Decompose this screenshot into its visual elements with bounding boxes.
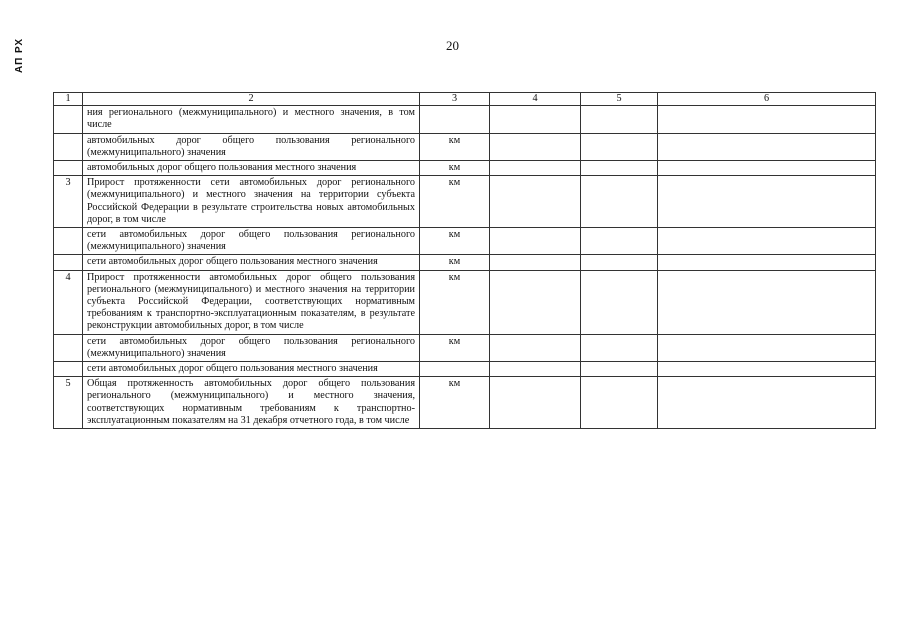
row-description: автомобильных дорог общего пользования местного значения (83, 161, 420, 176)
row-value-col5 (581, 270, 658, 334)
table-header-row (54, 93, 876, 106)
row-description: сети автомобильных дорог общего пользования регионального (межмуниципального) значения (83, 228, 420, 255)
row-value-col5 (581, 228, 658, 255)
row-value-col6 (658, 161, 876, 176)
table-row (54, 270, 876, 334)
row-value-col6 (658, 377, 876, 429)
row-value-col6 (658, 133, 876, 160)
row-description: Общая протяженность автомобильных дорог общего пользования регионального (межмуниципального) и местного значения, соответствующих нормативным требованиям к транспортно-эксплуатационным показателям на 31 декабря отчетного года, в том числе (83, 377, 420, 429)
row-value-col5 (581, 334, 658, 361)
row-value-col6 (658, 362, 876, 377)
row-number (54, 133, 83, 160)
row-value-col4 (490, 106, 581, 133)
row-value-col4 (490, 270, 581, 334)
row-number (54, 161, 83, 176)
column-header-4: 4 (490, 93, 581, 106)
table-row (54, 255, 876, 270)
column-header-6: 6 (658, 93, 876, 106)
row-unit: км (420, 176, 490, 228)
row-value-col5 (581, 133, 658, 160)
row-value-col4 (490, 133, 581, 160)
row-value-col5 (581, 176, 658, 228)
table-row (54, 334, 876, 361)
row-description: автомобильных дорог общего пользования регионального (межмуниципального) значения (83, 133, 420, 160)
row-value-col6 (658, 106, 876, 133)
row-value-col4 (490, 377, 581, 429)
row-number: 5 (54, 377, 83, 429)
row-number (54, 362, 83, 377)
row-unit: км (420, 255, 490, 270)
row-value-col4 (490, 161, 581, 176)
table-row (54, 161, 876, 176)
row-value-col6 (658, 334, 876, 361)
row-number (54, 334, 83, 361)
row-unit: км (420, 270, 490, 334)
row-value-col6 (658, 270, 876, 334)
row-description: сети автомобильных дорог общего пользования местного значения (83, 362, 420, 377)
row-value-col5 (581, 161, 658, 176)
row-value-col5 (581, 362, 658, 377)
row-number (54, 106, 83, 133)
row-value-col4 (490, 176, 581, 228)
row-value-col5 (581, 377, 658, 429)
row-number (54, 228, 83, 255)
column-header-2: 2 (83, 93, 420, 106)
table-row (54, 176, 876, 228)
table-row (54, 106, 876, 133)
row-description: Прирост протяженности сети автомобильных дорог регионального (межмуниципального) и местного значения на территории субъекта Российской Федерации в результате строительства новых автомобильных дорог, в том числе (83, 176, 420, 228)
table-row (54, 362, 876, 377)
column-header-3: 3 (420, 93, 490, 106)
table-row (54, 133, 876, 160)
row-unit: км (420, 377, 490, 429)
row-value-col5 (581, 106, 658, 133)
side-stamp-mark: АП РХ (14, 38, 25, 74)
row-unit: км (420, 228, 490, 255)
row-unit: км (420, 334, 490, 361)
row-unit (420, 362, 490, 377)
row-unit: км (420, 133, 490, 160)
page-number: 20 (446, 38, 459, 53)
column-header-1: 1 (54, 93, 83, 106)
row-number: 3 (54, 176, 83, 228)
row-number: 4 (54, 270, 83, 334)
row-value-col5 (581, 255, 658, 270)
row-description: сети автомобильных дорог общего пользования местного значения (83, 255, 420, 270)
row-value-col6 (658, 255, 876, 270)
column-header-5: 5 (581, 93, 658, 106)
row-value-col4 (490, 228, 581, 255)
row-value-col6 (658, 228, 876, 255)
report-table (53, 92, 876, 429)
row-unit (420, 106, 490, 133)
row-value-col4 (490, 362, 581, 377)
row-description: ния регионального (межмуниципального) и местного значения, в том числе (83, 106, 420, 133)
row-value-col4 (490, 334, 581, 361)
row-number (54, 255, 83, 270)
row-value-col4 (490, 255, 581, 270)
table-row (54, 377, 876, 429)
row-value-col6 (658, 176, 876, 228)
row-description: Прирост протяженности автомобильных дорог общего пользования регионального (межмуниципального) и местного значения на территории субъекта Российской Федерации, соответствующих нормативным требованиям к транспортно-эксплуатационным показателям, в результате реконструкции автомобильных дорог, в том числе (83, 270, 420, 334)
table-row (54, 228, 876, 255)
row-description: сети автомобильных дорог общего пользования регионального (межмуниципального) значения (83, 334, 420, 361)
row-unit: км (420, 161, 490, 176)
